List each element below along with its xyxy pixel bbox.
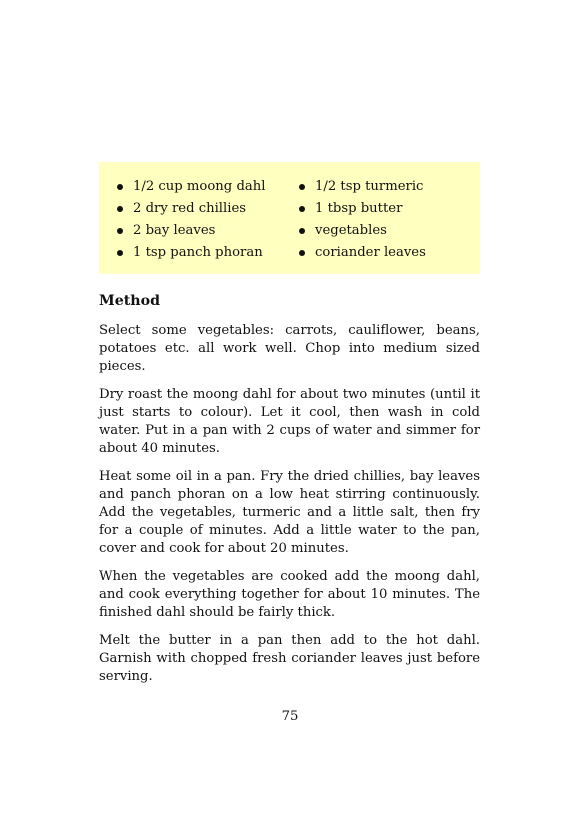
method-paragraph: Dry roast the moong dahl for about two minutes (until it just starts to colour). Let it cool, then wash in cold water. Put in a pan with 2 cups of water and simmer for about 40 minutes. xyxy=(99,387,480,456)
bullet-icon xyxy=(299,184,305,190)
bullet-icon xyxy=(299,206,305,212)
bullet-icon xyxy=(117,228,123,234)
ingredient-item xyxy=(299,176,426,198)
ingredient-text: 1/2 cup moong dahl xyxy=(133,179,266,194)
ingredient-text: 2 bay leaves xyxy=(133,223,216,238)
ingredients-box xyxy=(99,162,480,274)
ingredients-list-left xyxy=(117,176,265,264)
ingredient-item xyxy=(117,176,265,198)
bullet-icon xyxy=(117,250,123,256)
ingredient-text: 2 dry red chillies xyxy=(133,201,247,216)
ingredient-text: 1/2 tsp turmeric xyxy=(315,179,424,194)
ingredient-item xyxy=(117,220,265,242)
ingredient-item xyxy=(299,220,426,242)
method-paragraph: Melt the butter in a pan then add to the hot dahl. Garnish with chopped fresh coriander leaves just before serving. xyxy=(99,633,480,684)
ingredient-item xyxy=(299,242,426,264)
method-heading: Method xyxy=(99,293,160,309)
ingredient-text: coriander leaves xyxy=(315,245,426,260)
ingredients-list-right xyxy=(299,176,426,264)
bullet-icon xyxy=(117,184,123,190)
ingredient-text: vegetables xyxy=(315,223,387,238)
ingredient-text: 1 tsp panch phoran xyxy=(133,245,263,260)
ingredient-item xyxy=(299,198,426,220)
ingredient-item xyxy=(117,198,265,220)
page-number: 75 xyxy=(281,709,299,724)
ingredient-item xyxy=(117,242,265,264)
ingredient-text: 1 tbsp butter xyxy=(315,201,403,216)
bullet-icon xyxy=(117,206,123,212)
method-paragraph: Heat some oil in a pan. Fry the dried chillies, bay leaves and panch phoran on a low heat stirring continuously. Add the vegetables, turmeric and a little salt, then fry for a couple of minutes. Add a little water to the pan, cover and cook for about 20 minutes. xyxy=(99,469,480,556)
method-body xyxy=(99,322,480,696)
bullet-icon xyxy=(299,228,305,234)
bullet-icon xyxy=(299,250,305,256)
method-paragraph: When the vegetables are cooked add the moong dahl, and cook everything together for about 10 minutes. The finished dahl should be fairly thick. xyxy=(99,569,480,620)
method-paragraph: Select some vegetables: carrots, cauliflower, beans, potatoes etc. all work well. Chop into medium sized pieces. xyxy=(99,323,480,374)
